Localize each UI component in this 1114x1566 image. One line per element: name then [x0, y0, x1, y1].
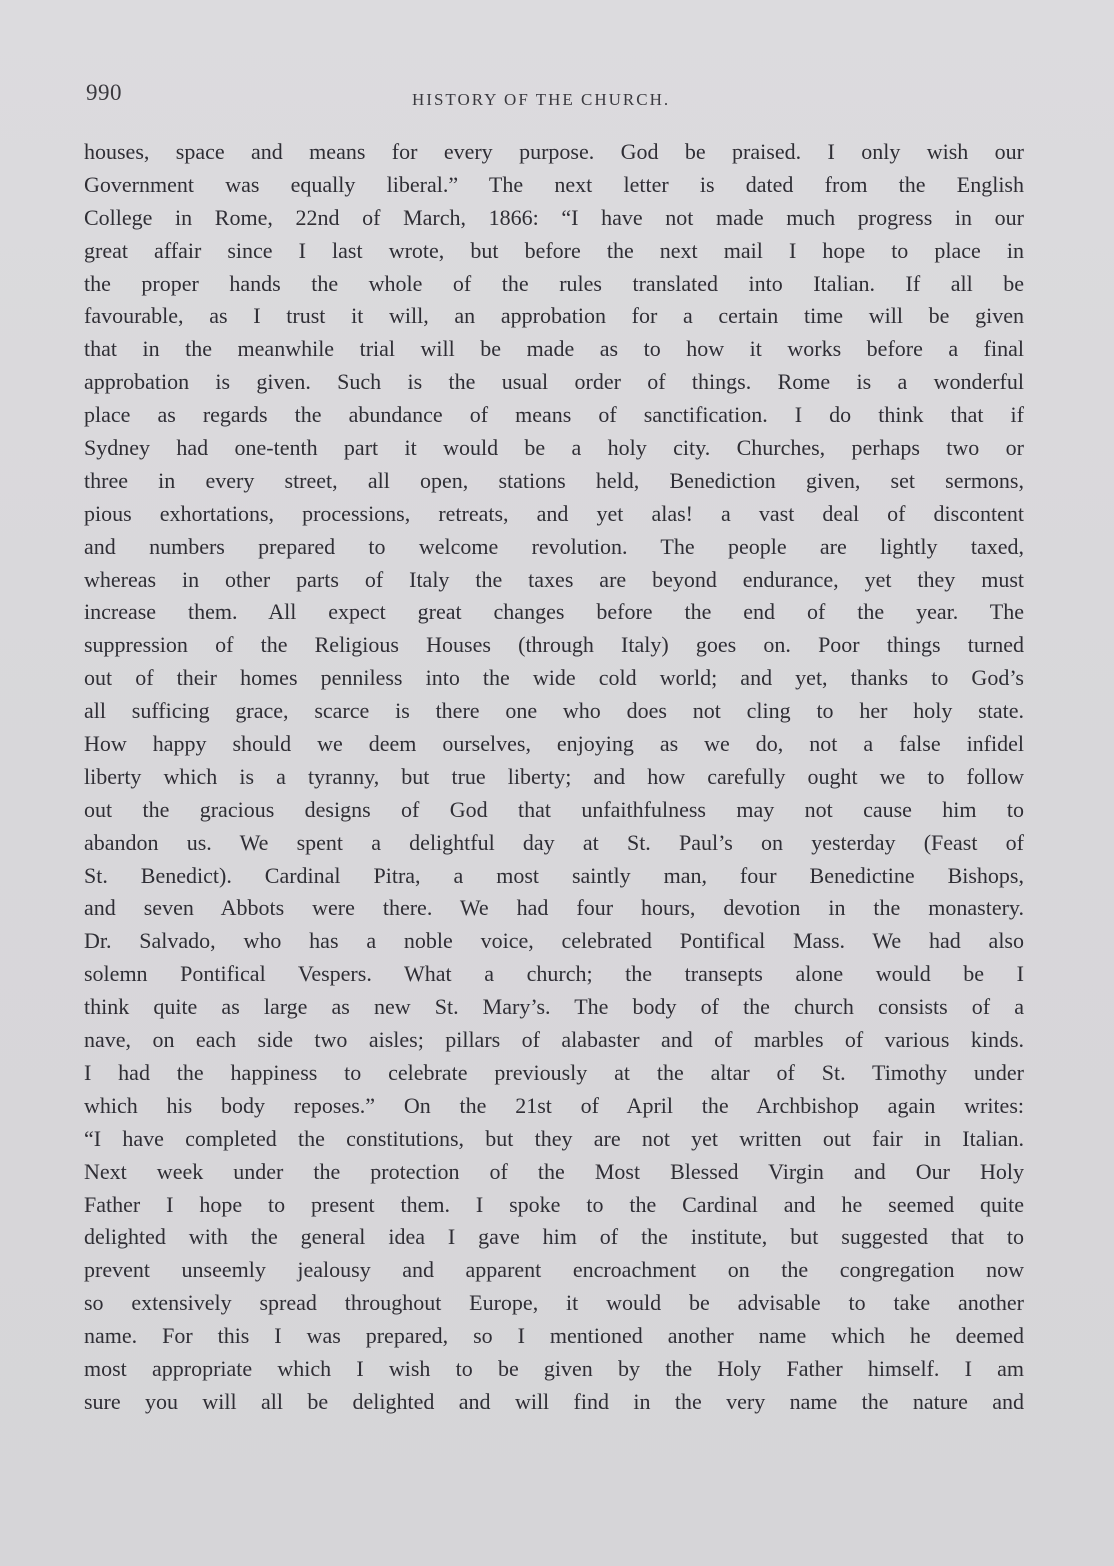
text-line: Father I hope to present them. I spoke to the Cardinal and he seemed quite	[84, 1191, 1024, 1217]
text-line: all sufficing grace, scarce is there one who does not cling to her holy state.	[84, 698, 1024, 724]
text-line: liberty which is a tyranny, but true liberty; and how carefully ought we to follow	[84, 763, 1024, 789]
text-line: abandon us. We spent a delightful day at St. Paul’s on yesterday (Feast of	[84, 829, 1024, 855]
text-line: out of their homes penniless into the wide cold world; and yet, thanks to God’s	[84, 665, 1024, 691]
running-title: HISTORY OF THE CHURCH.	[412, 90, 671, 109]
text-line: pious exhortations, processions, retreats, and yet alas! a vast deal of discontent	[84, 500, 1024, 526]
text-line: three in every street, all open, stations held, Benediction given, set sermons,	[84, 467, 1024, 493]
text-line: nave, on each side two aisles; pillars of alabaster and of marbles of various kinds.	[84, 1027, 1024, 1053]
text-line: and numbers prepared to welcome revolution. The people are lightly taxed,	[84, 533, 1024, 559]
text-line: great affair since I last wrote, but before the next mail I hope to place in	[84, 237, 1024, 263]
text-line: think quite as large as new St. Mary’s. The body of the church consists of a	[84, 994, 1024, 1020]
body-text	[84, 136, 1024, 1419]
text-line: houses, space and means for every purpose. God be praised. I only wish our	[84, 139, 1024, 164]
text-line: that in the meanwhile trial will be made as to how it works before a final	[84, 336, 1024, 362]
text-line: approbation is given. Such is the usual order of things. Rome is a wonderful	[84, 369, 1024, 395]
page-number: 990	[86, 80, 122, 105]
text-line: so extensively spread throughout Europe, it would be advisable to take another	[84, 1290, 1024, 1316]
text-line: increase them. All expect great changes before the end of the year. The	[84, 599, 1024, 625]
text-line: favourable, as I trust it will, an approbation for a certain time will be given	[84, 303, 1024, 329]
text-line: delighted with the general idea I gave him of the institute, but suggested that to	[84, 1224, 1024, 1250]
text-line: out the gracious designs of God that unfaithfulness may not cause him to	[84, 796, 1024, 822]
text-line: place as regards the abundance of means of sanctification. I do think that if	[84, 402, 1024, 428]
text-line: whereas in other parts of Italy the taxes are beyond endurance, yet they must	[84, 566, 1024, 592]
text-line: I had the happiness to celebrate previously at the altar of St. Timothy under	[84, 1059, 1024, 1085]
text-line: How happy should we deem ourselves, enjoying as we do, not a false infidel	[84, 731, 1024, 757]
text-line: sure you will all be delighted and will find in the very name the nature and	[84, 1388, 1024, 1414]
text-line: the proper hands the whole of the rules translated into Italian. If all be	[84, 270, 1024, 296]
text-line: Dr. Salvado, who has a noble voice, celebrated Pontifical Mass. We had also	[84, 928, 1024, 954]
text-line: and seven Abbots were there. We had four hours, devotion in the monastery.	[84, 895, 1024, 921]
text-line: Government was equally liberal.” The next letter is dated from the English	[84, 171, 1024, 197]
text-line: Sydney had one-tenth part it would be a holy city. Churches, perhaps two or	[84, 435, 1024, 461]
text-line: Next week under the protection of the Most Blessed Virgin and Our Holy	[84, 1158, 1024, 1184]
text-line: which his body reposes.” On the 21st of April the Archbishop again writes:	[84, 1092, 1024, 1118]
text-line: solemn Pontifical Vespers. What a church; the transepts alone would be I	[84, 961, 1024, 987]
text-line: name. For this I was prepared, so I mentioned another name which he deemed	[84, 1323, 1024, 1349]
text-line: prevent unseemly jealousy and apparent encroachment on the congregation now	[84, 1257, 1024, 1283]
text-line: suppression of the Religious Houses (through Italy) goes on. Poor things turned	[84, 632, 1024, 658]
text-line: St. Benedict). Cardinal Pitra, a most saintly man, four Benedictine Bishops,	[84, 862, 1024, 888]
text-line: College in Rome, 22nd of March, 1866: “I have not made much progress in our	[84, 204, 1024, 230]
text-line: most appropriate which I wish to be given by the Holy Father himself. I am	[84, 1355, 1024, 1381]
text-line: “I have completed the constitutions, but they are not yet written out fair in Italian.	[84, 1125, 1024, 1151]
